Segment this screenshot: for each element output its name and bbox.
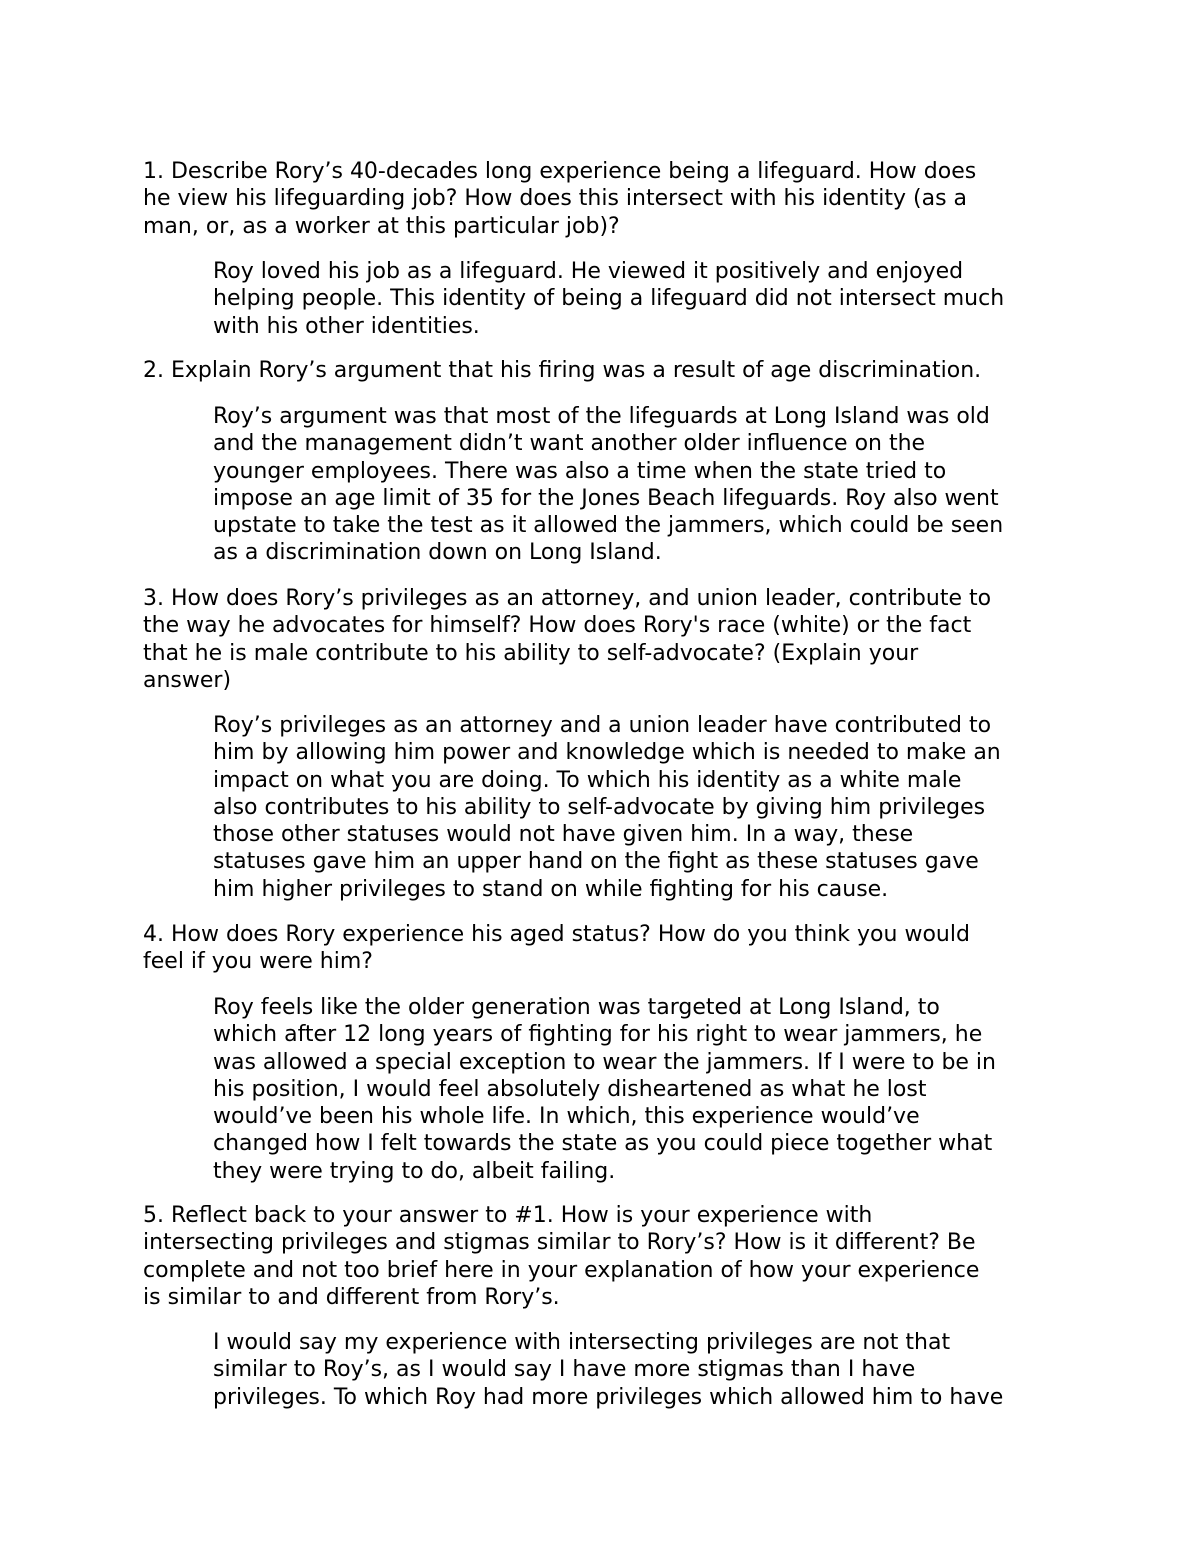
question-3: 3. How does Rory’s privileges as an attorney, and union leader, contribute to the way he advocates for himself? How does Rory's race (white) or the fact that he is male contribute to his ability to self-advocate? (Explain your answer) <box>143 586 992 693</box>
answer-3: Roy’s privileges as an attorney and a union leader have contributed to him by allowing him power and knowledge which is needed to make an impact on what you are doing. To which his identity as a white male also contributes to his ability to self-advocate by giving him privileges those other statuses would not have given him. In a way, these statuses gave him an upper hand on the fight as these statuses gave him higher privileges to stand on while fighting for his cause. <box>213 713 1001 902</box>
answer-5: I would say my experience with intersecting privileges are not that similar to Roy’s, as I would say I have more stigmas than I have privileges. To which Roy had more privileges which allowed him to have <box>213 1330 1004 1410</box>
answer-1: Roy loved his job as a lifeguard. He viewed it positively and enjoyed helping people. This identity of being a lifeguard did not intersect much with his other identities. <box>213 259 1005 339</box>
question-4: 4. How does Rory experience his aged status? How do you think you would feel if you were him? <box>143 922 970 975</box>
question-2: 2. Explain Rory’s argument that his firing was a result of age discrimination. <box>143 358 982 383</box>
question-1: 1. Describe Rory’s 40-decades long experience being a lifeguard. How does he view his lifeguarding job? How does this intersect with his identity (as a man, or, as a worker at this particular job)? <box>143 159 977 239</box>
answer-4: Roy feels like the older generation was targeted at Long Island, to which after 12 long years of fighting for his right to wear jammers, he was allowed a special exception to wear the jammers. If I were to be in his position, I would feel absolutely disheartened as what he lost would’ve been his whole life. In which, this experience would’ve changed how I felt towards the state as you could piece together what they were trying to do, albeit failing. <box>213 995 996 1184</box>
answer-2: Roy’s argument was that most of the lifeguards at Long Island was old and the management didn’t want another older influence on the younger employees. There was also a time when the state tried to impose an age limit of 35 for the Jones Beach lifeguards. Roy also went upstate to take the test as it allowed the jammers, which could be seen as a discrimination down on Long Island. <box>213 404 1004 566</box>
question-5: 5. Reflect back to your answer to #1. How is your experience with intersecting privileges and stigmas similar to Rory’s? How is it different? Be complete and not too brief here in your explanation of how your experience is similar to and different from Rory’s. <box>143 1203 980 1310</box>
